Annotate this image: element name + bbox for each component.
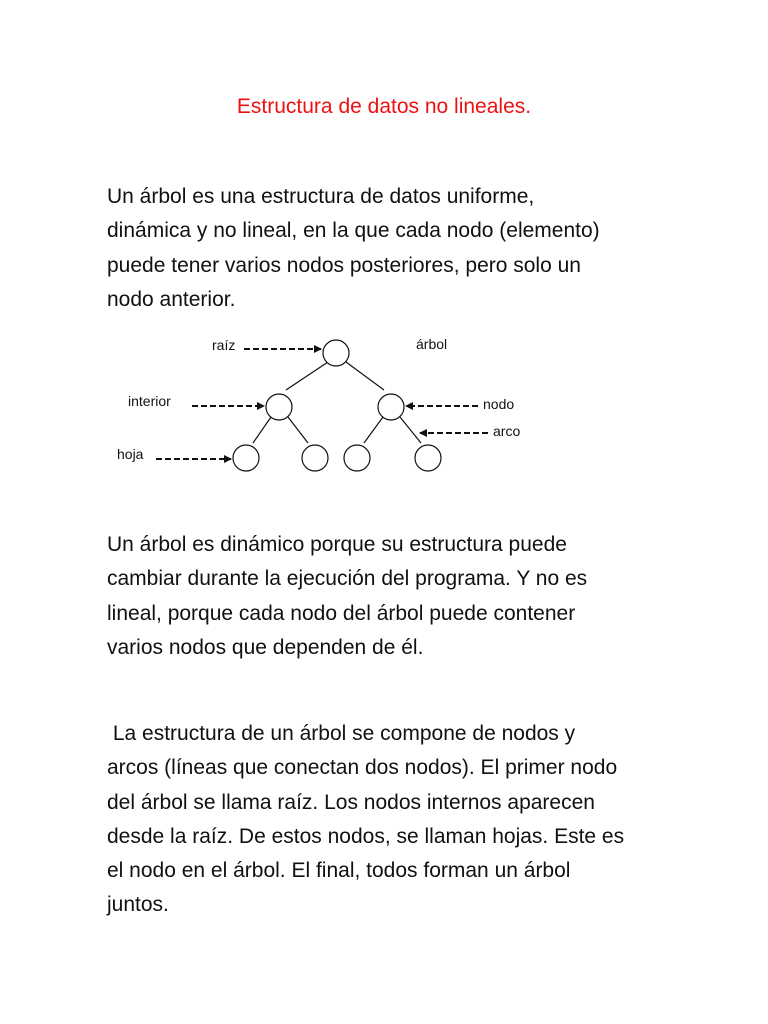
arc-right-leaf3 <box>364 417 383 443</box>
leaf-node-3 <box>344 445 370 471</box>
label-node: nodo <box>483 396 515 412</box>
arc-root-right <box>346 362 384 390</box>
paragraph-definition: Un árbol es una estructura de datos uniforme, dinámica y no lineal, en la que cada nodo (elemento) puede tener varios nodos posteriores, pero solo un nodo anterior. <box>107 185 600 311</box>
tree-diagram-svg <box>100 325 540 485</box>
interior-node-left <box>266 394 292 420</box>
arc-left-leaf1 <box>253 417 271 443</box>
arc-right-leaf4 <box>400 417 421 443</box>
label-root: raíz <box>212 337 236 353</box>
label-arc: arco <box>493 423 521 439</box>
label-leaf: hoja <box>117 446 144 462</box>
paragraph-dynamic: Un árbol es dinámico porque su estructura puede cambiar durante la ejecución del programa. Y no es lineal, porque cada nodo del árbol puede contener varios nodos que dependen de él. <box>107 533 588 659</box>
paragraph-structure: La estructura de un árbol se compone de nodos y arcos (líneas que conectan dos nodos). El primer nodo del árbol se llama raíz. Los nodos internos aparecen desde la raíz. De estos nodos, se llaman hojas. Este es el nodo en el árbol. El final, todos forman un árbol juntos. <box>107 722 625 917</box>
leaf-node-1 <box>233 445 259 471</box>
label-interior: interior <box>128 393 171 409</box>
arc-left-leaf2 <box>288 417 308 443</box>
root-node <box>323 340 349 366</box>
leaf-node-4 <box>415 445 441 471</box>
tree-diagram <box>100 325 540 485</box>
label-tree: árbol <box>416 336 448 352</box>
leaf-node-2 <box>302 445 328 471</box>
page-title: Estructura de datos no lineales. <box>236 95 532 118</box>
interior-node-right <box>378 394 404 420</box>
arc-root-left <box>286 362 328 390</box>
